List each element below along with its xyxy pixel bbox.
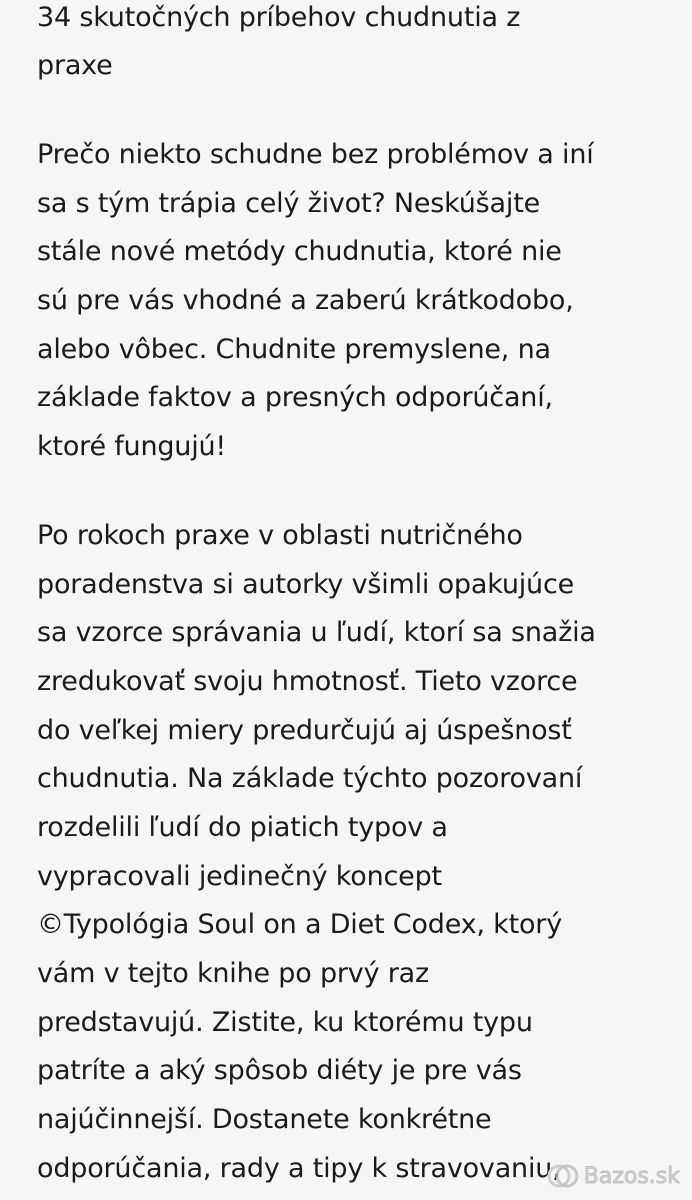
watermark (546, 1162, 680, 1190)
text-line: do veľkej miery predurčujú aj úspešnosť (37, 715, 572, 746)
text-line: vypracovali jedinečný koncept (37, 861, 442, 892)
text-line: poradenstva si autorky všimli opakujúce (37, 569, 574, 600)
text-line: alebo vôbec. Chudnite premyslene, na (37, 334, 551, 365)
text-line: rozdelili ľudí do piatich typov a (37, 812, 448, 843)
text-line: sa s tým trápia celý život? Neskúšajte (37, 188, 540, 219)
text-line: chudnutia. Na základe týchto pozorovaní (37, 763, 583, 794)
text-line: ©Typológia Soul on a Diet Codex, ktorý (37, 909, 562, 940)
text-line: 34 skutočných príbehov chudnutia z (37, 2, 521, 33)
text-line: stále nové metódy chudnutia, ktoré nie (37, 236, 562, 267)
watermark-text: Bazos.sk (583, 1163, 680, 1189)
text-line: základe faktov a presných odporúčaní, (37, 382, 553, 413)
text-line: ktoré fungujú! (37, 431, 227, 462)
text-line: Prečo niekto schudne bez problémov a iní (37, 139, 594, 170)
text-line: Po rokoch praxe v oblasti nutričného (37, 520, 523, 551)
text-line: sa vzorce správania u ľudí, ktorí sa snažia (37, 617, 596, 648)
text-line: odporúčania, rady a tipy k stravovaniu, (37, 1153, 561, 1184)
text-line: predstavujú. Zistite, ku ktorému typu (37, 1007, 533, 1038)
text-line: vám v tejto knihe po prvý raz (37, 958, 429, 989)
text-line: najúčinnejší. Dostanete konkrétne (37, 1104, 492, 1135)
text-line: zredukovať svoju hmotnosť. Tieto vzorce (37, 666, 578, 697)
text-line: sú pre vás vhodné a zaberú krátkodobo, (37, 285, 574, 316)
text-line: praxe (37, 50, 113, 81)
text-line: patríte a aký spôsob diéty je pre vás (37, 1055, 522, 1086)
